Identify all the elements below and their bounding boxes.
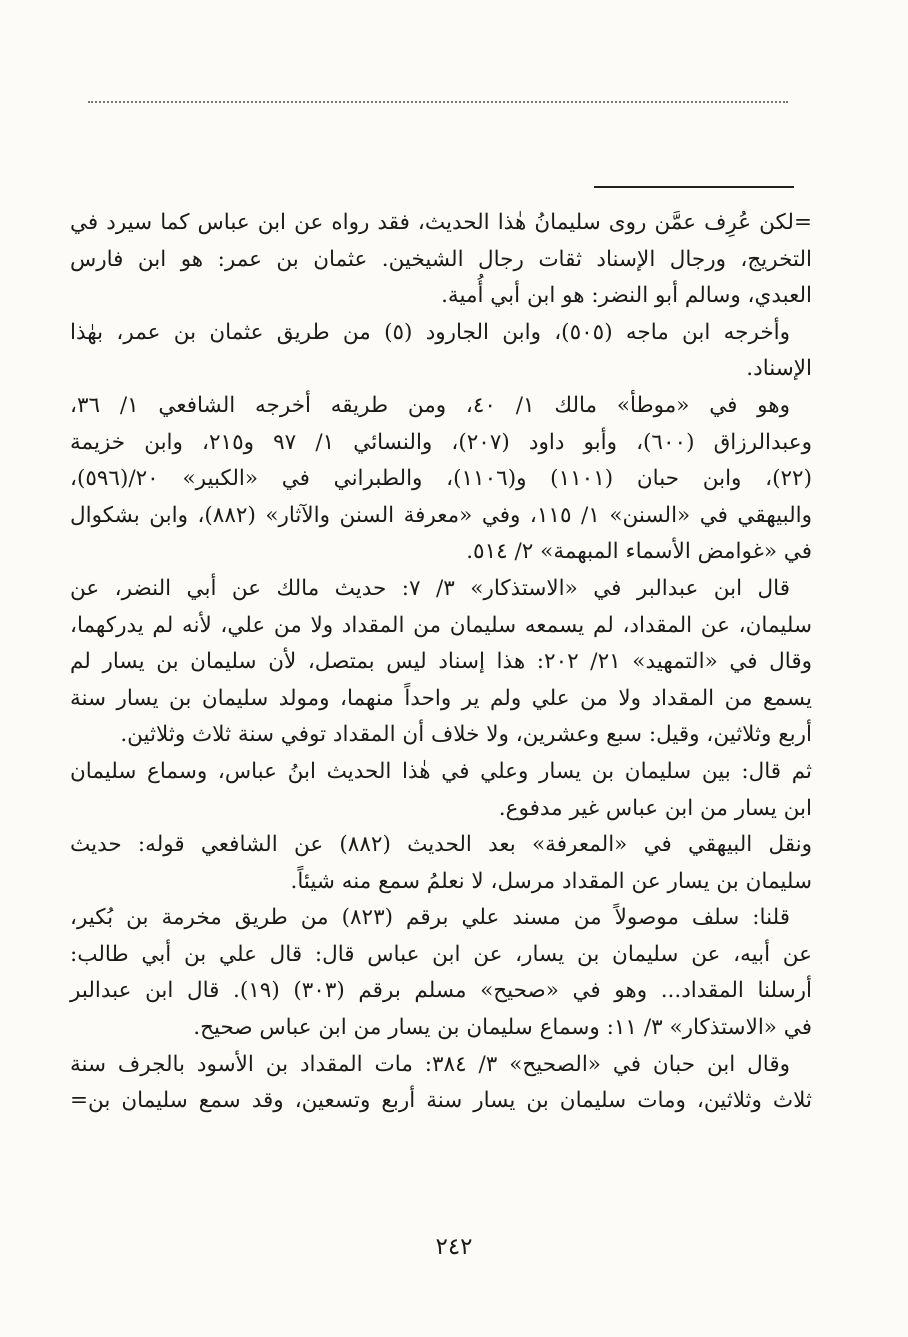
text-line: العبدي، وسالم أبو النضر: هو ابن أبي أُمية. <box>441 283 812 309</box>
text-line: وقال ابن حبان في «الصحيح» ٣/ ٣٨٤: مات المقداد بن الأسود بالجرف سنة <box>70 1051 790 1077</box>
text-line: في «غوامض الأسماء المبهمة» ٢/ ٥١٤. <box>466 539 812 565</box>
text-line: أرسلنا المقداد... وهو في «صحيح» مسلم برقم (٣٠٣) (١٩). قال ابن عبدالبر <box>70 978 812 1004</box>
text-line: أربع وثلاثين، وقيل: سبع وعشرين، ولا خلاف أن المقداد توفي سنة ثلاث وثلاثين. <box>120 722 812 748</box>
text-line: وأخرجه ابن ماجه (٥٠٥)، وابن الجارود (٥) من طريق عثمان بن عمر، بهٰذا <box>70 319 790 345</box>
text-line: وعبدالرزاق (٦٠٠)، وأبو داود (٢٠٧)، والنسائي ١/ ٩٧ و٢١٥، وابن خزيمة <box>70 429 812 455</box>
text-line: ثلاث وثلاثين، ومات سليمان بن يسار سنة أربع وتسعين، وقد سمع سليمان بن= <box>70 1088 812 1114</box>
text-line: سليمان، عن المقداد، لم يسمعه سليمان من المقداد ولا من علي، لأنه لم يدركهما، <box>70 612 812 638</box>
footnote-separator <box>594 186 794 188</box>
footnote-text <box>70 205 812 1120</box>
text-line: والبيهقي في «السنن» ١/ ١١٥، وفي «معرفة السنن والآثار» (٨٨٢)، وابن بشكوال <box>70 502 812 528</box>
text-line: ونقل البيهقي في «المعرفة» بعد الحديث (٨٨٢) عن الشافعي قوله: حديث <box>70 832 812 858</box>
text-line: =لكن عُرِف عمَّن روى سليمانُ هٰذا الحديث، فقد رواه عن ابن عباس كما سيرد في <box>70 210 812 235</box>
text-line: وهو في «موطأ» مالك ١/ ٤٠، ومن طريقه أخرجه الشافعي ١/ ٣٦، <box>70 392 791 418</box>
text-line: التخريج، ورجال الإسناد ثقات رجال الشيخين. عثمان بن عمر: هو ابن فارس <box>70 246 812 272</box>
text-line: عن أبيه، عن سليمان بن يسار، عن ابن عباس قال: قال علي بن أبي طالب: <box>70 941 812 967</box>
text-line: الإسناد. <box>746 356 812 382</box>
text-line: قلنا: سلف موصولاً من مسند علي برقم (٨٢٣) من طريق مخرمة بن بُكير، <box>70 905 790 931</box>
text-line: ابن يسار من ابن عباس غير مدفوع. <box>498 795 812 821</box>
text-line: وقال في «التمهيد» ٢١/ ٢٠٢: هذا إسناد ليس بمتصل، لأن سليمان بن يسار لم <box>70 649 813 675</box>
text-line: يسمع من المقداد ولا من علي ولم ير واحداً منهما، ومولد سليمان بن يسار سنة <box>70 685 812 711</box>
text-line: سليمان بن يسار عن المقداد مرسل، لا نعلمُ سمع منه شيئاً. <box>290 868 812 894</box>
text-line: في «الاستذكار» ٣/ ١١: وسماع سليمان بن يسار من ابن عباس صحيح. <box>193 1015 812 1041</box>
text-line: قال ابن عبدالبر في «الاستذكار» ٣/ ٧: حديث مالك عن أبي النضر، عن <box>70 575 790 601</box>
header-dotted-rule <box>88 101 788 103</box>
text-line: ثم قال: بين سليمان بن يسار وعلي في هٰذا الحديث ابنُ عباس، وسماع سليمان <box>70 758 812 784</box>
page-number: ٢٤٢ <box>435 1234 473 1260</box>
text-line: (٢٢)، وابن حبان (١١٠١) و(١١٠٦)، والطبراني في «الكبير» ٢٠/(٥٩٦)، <box>70 466 812 492</box>
